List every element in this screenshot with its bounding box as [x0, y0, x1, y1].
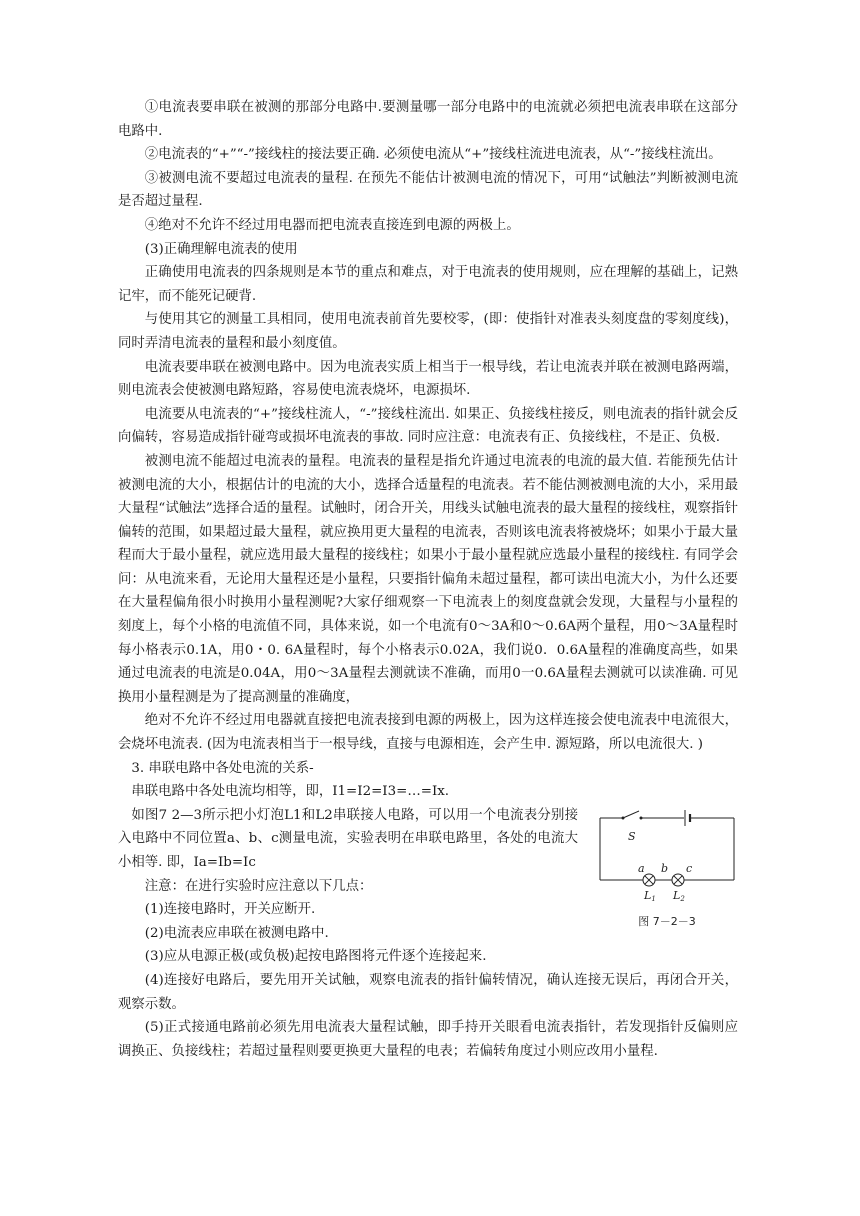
note-4: (4)连接好电路后，要先用开关试触，观察电流表的指针偏转情况，确认连接无误后，再闭合开关，观察示数。 [118, 972, 738, 1012]
document-body [118, 96, 738, 1063]
section-heading-understanding: (3)正确理解电流表的使用 [144, 241, 298, 257]
switch-label: S [628, 829, 636, 843]
series-current-statement: 串联电路中各处电流均相等，即，I1=I2=I3=…=Ix. [131, 784, 450, 800]
note-5: (5)正式接通电路前必须先用电流表大量程试触，即手持开关眼看电流表指针，若发现指针反偏则应调换正、负接线柱；若超过量程则要更换更大量程的电表；若偏转角度过小则应改用小量程. [118, 1020, 738, 1059]
body-paragraph: 电流要从电流表的“+”接线柱流人，“-”接线柱流出. 如果正、负接线柱接反，则电流表的指针就会反向偏转，容易造成指针碰弯或损坏电流表的事故. 同时应注意：电流表有正、负接线柱，不是正、负极. [118, 406, 738, 446]
point-b-label: b [661, 861, 669, 875]
circuit-figure [592, 806, 742, 934]
note-3: (3)应从电源正极(或负极)起按电路图将元件逐个连接起来. [144, 949, 487, 965]
section-heading-series-current: 3. 串联电路中各处电流的关系- [131, 760, 314, 776]
body-paragraph: 正确使用电流表的四条规则是本节的重点和难点，对于电流表的使用规则，应在理解的基础上，记熟记牢，而不能死记硬背. [118, 265, 738, 304]
rule-2-paragraph: ②电流表的“+”“-”接线柱的接法要正确. 必须使电流从“+”接线柱流进电流表，从“-”接线柱流出。 [144, 147, 722, 163]
body-paragraph: 被测电流不能超过电流表的量程。电流表的量程是指允许通过电流表的电流的最大值. 若能预先估计被测电流的大小，根据估计的电流的大小，选择合适量程的电流表。若不能估测被测电流的大小，采用最大量程“试触法”选择合适的量程。试触时，闭合开关，用线头试触电流表的最大量程的接线柱，观察指针偏转的范围，如果超过最大量程，就应换用更大量程的电流表，否则该电流表将被烧坏；如果小于最大量程而大于最小量程，就应选用最大量程的接线柱；如果小于最小量程就应选最小量程的接线柱. 有同学会问：从电流来看，无论用大量程还是小量程，只要指针偏角未超过量程，都可读出电流大小，为什么还要在大量程偏角很小时换用小量程测呢?大家仔细观察一下电流表上的刻度盘就会发现，大量程与小量程的刻度上，每个小格的电流值不同，具体来说，如一个电流有0～3A和0～0.6A两个量程，用0～3A量程时每小格表示0.1A，用0・0. 6A量程时，每个小格表示0.02A，我们说0．0.6A量程的准确度高些，如果通过电流表的电流是0.04A，用0～3A量程去测就读不准确，而用0一0.6A量程去测就可以读准确. 可见换用小量程测是为了提高测量的准确度， [118, 453, 738, 705]
note-2: (2)电流表应串联在被测电路中. [144, 925, 329, 941]
figure-reference-text: 如图7 2—3所示把小灯泡L1和L2串联接人电路，可以用一个电流表分别接入电路中不同位置a、b、c测量电流，实验表明在串联电路里，各处的电流大小相等. 即，Ia=Ib=Ic [118, 807, 578, 870]
body-paragraph: 绝对不允许不经过用电器就直接把电流表接到电源的两极上，因为这样连接会使电流表中电流很大，会烧坏电流表. (因为电流表相当于一根导线，直接与电源相连，会产生申. 源短路，所以电流很大. ) [118, 713, 738, 753]
point-a-label: a [638, 861, 645, 875]
figure-caption: 图 7－2－3 [638, 914, 696, 928]
switch-lever [623, 811, 639, 818]
lamp2-label: L2 [673, 888, 685, 903]
rule-1-paragraph: ①电流表要串联在被测的那部分电路中.要测量哪一部分电路中的电流就必须把电流表串联在这部分电路中. [118, 100, 738, 139]
rule-3-paragraph: ③被测电流不要超过电流表的量程. 在预先不能估计被测电流的情况下，可用“试触法”判断被测电流是否超过量程. [118, 170, 738, 210]
body-paragraph: 与使用其它的测量工具相同，使用电流表前首先要校零，(即：使指针对准表头刻度盘的零刻度线)，同时弄清电流表的量程和最小刻度值。 [118, 312, 738, 351]
body-paragraph: 电流表要串联在被测电路中。因为电流表实质上相当于一根导线，若让电流表并联在被测电路两端，则电流表会使被测电路短路，容易使电流表烧坏，电源损坏. [118, 359, 738, 399]
rule-4-paragraph: ④绝对不允许不经过用电器而把电流表直接连到电源的两极上。 [144, 217, 520, 233]
note-1: (1)连接电路时，开关应断开. [144, 902, 316, 918]
point-c-label: c [686, 861, 693, 875]
lamp1-label: L1 [644, 888, 656, 903]
series-circuit-diagram [592, 806, 742, 910]
notes-heading: 注意：在进行实验时应注意以下几点： [144, 878, 373, 894]
